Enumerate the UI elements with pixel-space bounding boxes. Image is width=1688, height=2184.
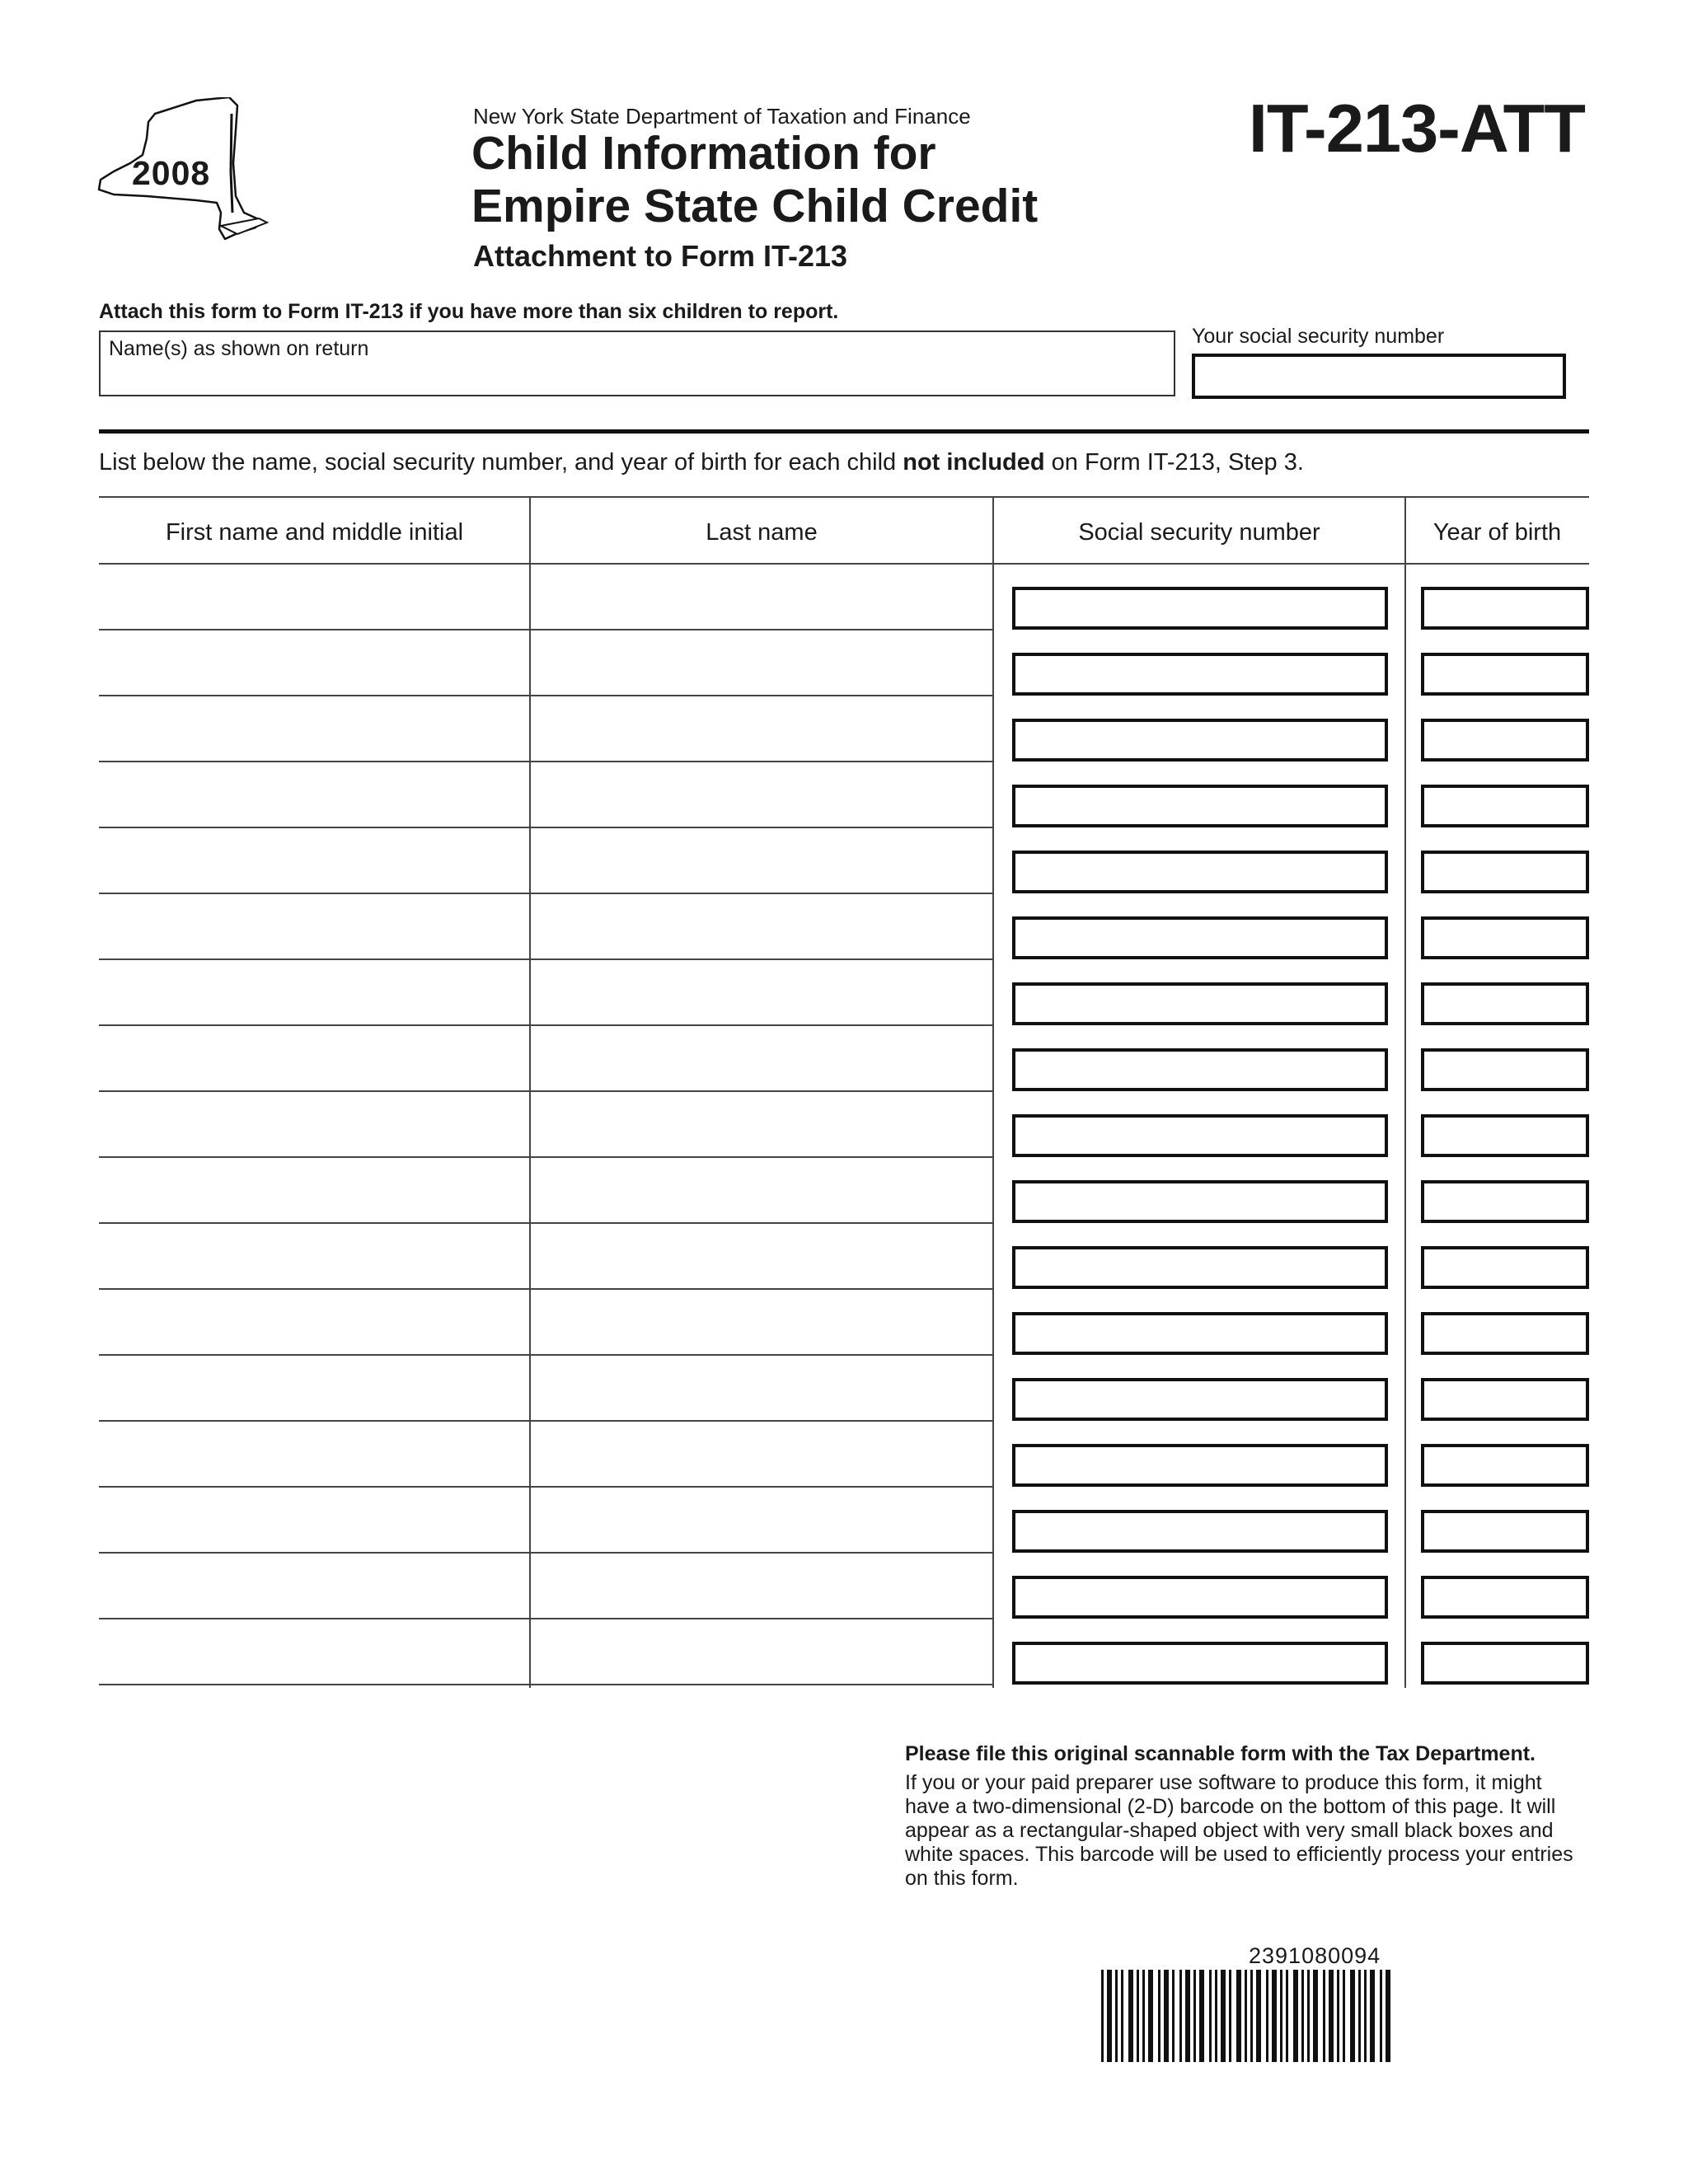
child-ssn-input[interactable]: [1012, 1444, 1388, 1487]
last-name-input[interactable]: [531, 958, 992, 1024]
first-name-input[interactable]: [99, 1354, 529, 1420]
year-of-birth-input[interactable]: [1421, 982, 1589, 1025]
year-of-birth-input[interactable]: [1421, 1510, 1589, 1553]
first-name-input[interactable]: [99, 1090, 529, 1156]
first-name-input[interactable]: [99, 893, 529, 958]
child-ssn-input[interactable]: [1012, 1180, 1388, 1223]
year-of-birth-input[interactable]: [1421, 1180, 1589, 1223]
child-ssn-input[interactable]: [1012, 851, 1388, 893]
last-name-input[interactable]: [531, 827, 992, 893]
child-ssn-input[interactable]: [1012, 1378, 1388, 1421]
attach-note: Attach this form to Form IT-213 if you have more than six children to report.: [99, 300, 839, 323]
first-name-input[interactable]: [99, 1552, 529, 1618]
row-rule: [99, 1684, 993, 1685]
child-ssn-input[interactable]: [1012, 1312, 1388, 1355]
child-ssn-input[interactable]: [1012, 785, 1388, 827]
child-ssn-input[interactable]: [1012, 1246, 1388, 1289]
first-name-input[interactable]: [99, 1288, 529, 1354]
column-header-last-name: Last name: [706, 519, 818, 546]
last-name-input[interactable]: [531, 1552, 992, 1618]
year-of-birth-input[interactable]: [1421, 1048, 1589, 1091]
first-name-input[interactable]: [99, 629, 529, 695]
child-ssn-input[interactable]: [1012, 1510, 1388, 1553]
ssn-field-label: Your social security number: [1192, 325, 1445, 348]
filing-note-body: If you or your paid preparer use software to produce this form, it might have a two-dimensional (2-D) barcode on the bottom of this page. It will appear as a rectangular-shaped object with very small black boxes and white spaces. This barcode will be used to efficiently process your entries on this form.: [905, 1771, 1573, 1890]
child-ssn-input[interactable]: [1012, 916, 1388, 959]
child-ssn-input[interactable]: [1012, 1114, 1388, 1157]
first-name-input[interactable]: [99, 563, 529, 629]
first-name-input[interactable]: [99, 1222, 529, 1288]
year-of-birth-input[interactable]: [1421, 851, 1589, 893]
year-of-birth-input[interactable]: [1421, 1312, 1589, 1355]
year-of-birth-input[interactable]: [1421, 1378, 1589, 1421]
year-of-birth-input[interactable]: [1421, 1642, 1589, 1685]
year-of-birth-input[interactable]: [1421, 916, 1589, 959]
last-name-input[interactable]: [531, 1222, 992, 1288]
last-name-input[interactable]: [531, 1156, 992, 1222]
form-number: IT-213-ATT: [1248, 90, 1585, 166]
year-of-birth-input[interactable]: [1421, 719, 1589, 762]
year-of-birth-input[interactable]: [1421, 1576, 1589, 1619]
table-top-rule: [99, 496, 1589, 498]
first-name-input[interactable]: [99, 1618, 529, 1684]
instructions-prefix: List below the name, social security number, and year of birth for each child: [99, 449, 903, 476]
barcode-number: 2391080094: [1249, 1943, 1381, 1968]
filing-note: [905, 1742, 1589, 1891]
first-name-input[interactable]: [99, 1024, 529, 1090]
department-name: New York State Department of Taxation and Finance: [473, 104, 971, 129]
year-of-birth-input[interactable]: [1421, 785, 1589, 827]
year-of-birth-input[interactable]: [1421, 1114, 1589, 1157]
last-name-input[interactable]: [531, 1354, 992, 1420]
last-name-input[interactable]: [531, 563, 992, 629]
column-header-year-of-birth: Year of birth: [1432, 519, 1562, 546]
year-of-birth-input[interactable]: [1421, 653, 1589, 696]
name-field[interactable]: [99, 330, 1175, 396]
last-name-input[interactable]: [531, 1090, 992, 1156]
column-header-ssn: Social security number: [1078, 519, 1320, 546]
child-ssn-input[interactable]: [1012, 587, 1388, 630]
year-of-birth-input[interactable]: [1421, 1246, 1589, 1289]
tax-year: 2008: [132, 154, 211, 192]
column-divider: [1404, 496, 1406, 1688]
first-name-input[interactable]: [99, 1486, 529, 1552]
name-field-label: Name(s) as shown on return: [109, 337, 369, 360]
first-name-input[interactable]: [99, 1156, 529, 1222]
column-divider: [992, 496, 994, 1688]
form-title: [471, 127, 1038, 232]
last-name-input[interactable]: [531, 1024, 992, 1090]
child-ssn-input[interactable]: [1012, 1576, 1388, 1619]
instructions-suffix: on Form IT-213, Step 3.: [1044, 449, 1304, 476]
child-ssn-input[interactable]: [1012, 1642, 1388, 1685]
instructions-emphasis: not included: [903, 449, 1045, 476]
child-ssn-input[interactable]: [1012, 1048, 1388, 1091]
last-name-input[interactable]: [531, 1288, 992, 1354]
column-header-first-name: First name and middle initial: [165, 519, 464, 546]
form-title-line2: Empire State Child Credit: [471, 180, 1039, 232]
instructions: [99, 449, 1304, 476]
filing-note-heading: Please file this original scannable form with the Tax Department.: [905, 1742, 1536, 1765]
last-name-input[interactable]: [531, 629, 992, 695]
first-name-input[interactable]: [99, 695, 529, 761]
last-name-input[interactable]: [531, 695, 992, 761]
ssn-field[interactable]: [1192, 354, 1566, 399]
first-name-input[interactable]: [99, 1420, 529, 1486]
first-name-input[interactable]: [99, 827, 529, 893]
child-ssn-input[interactable]: [1012, 653, 1388, 696]
child-ssn-input[interactable]: [1012, 719, 1388, 762]
form-title-line1: Child Information for: [471, 127, 936, 180]
last-name-input[interactable]: [531, 1486, 992, 1552]
section-divider: [99, 429, 1589, 434]
last-name-input[interactable]: [531, 893, 992, 958]
barcode-icon: [1101, 1970, 1533, 2062]
first-name-input[interactable]: [99, 761, 529, 827]
first-name-input[interactable]: [99, 958, 529, 1024]
form-subtitle: Attachment to Form IT-213: [473, 239, 848, 273]
year-of-birth-input[interactable]: [1421, 1444, 1589, 1487]
last-name-input[interactable]: [531, 1618, 992, 1684]
child-ssn-input[interactable]: [1012, 982, 1388, 1025]
year-of-birth-input[interactable]: [1421, 587, 1589, 630]
last-name-input[interactable]: [531, 1420, 992, 1486]
last-name-input[interactable]: [531, 761, 992, 827]
